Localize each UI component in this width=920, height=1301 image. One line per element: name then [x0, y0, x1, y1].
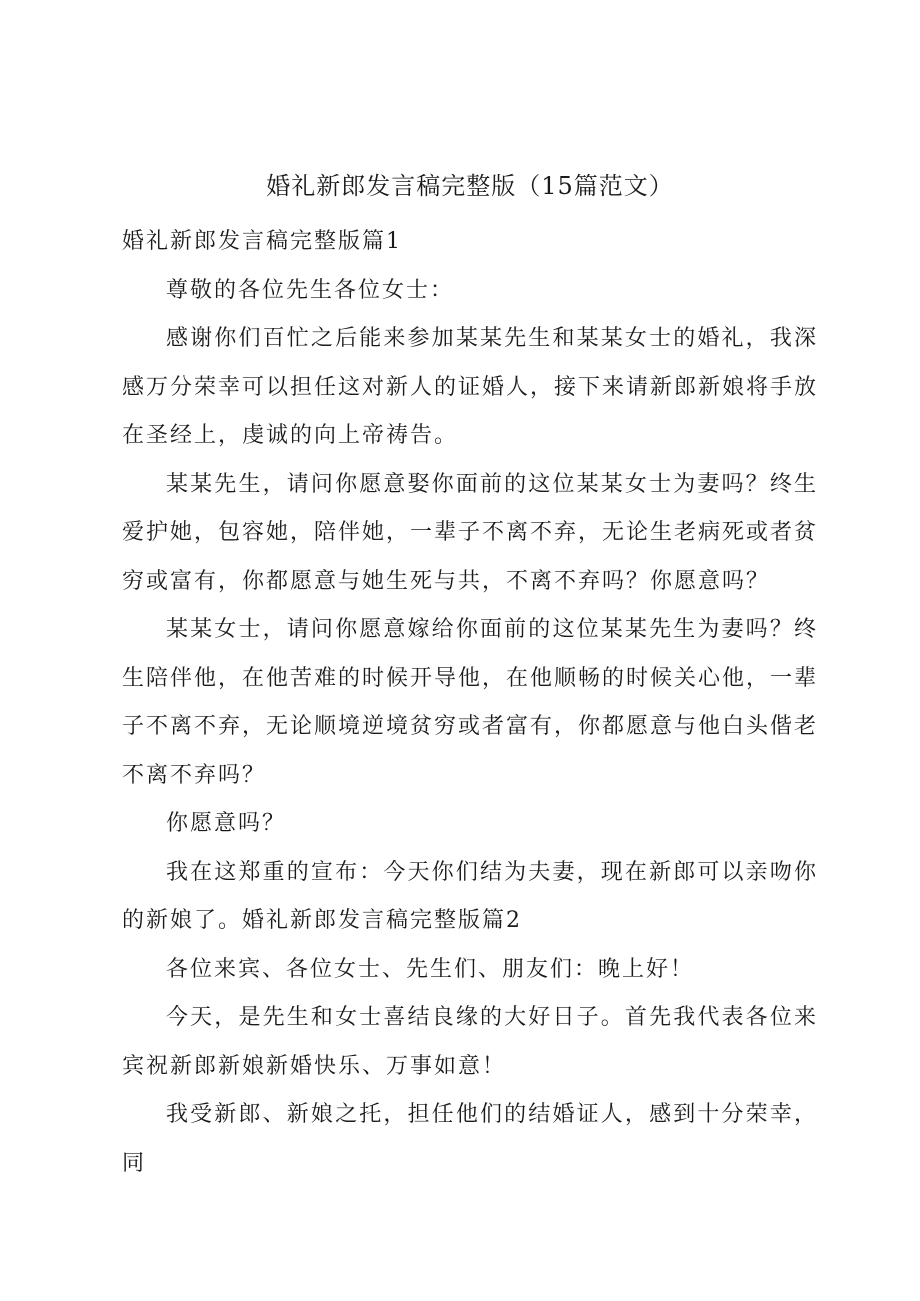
document-body: [122, 218, 818, 1188]
paragraph-question: 你愿意吗？: [166, 811, 287, 836]
paragraph-greeting: 各位来宾、各位女士、先生们、朋友们：晚上好！: [166, 956, 695, 982]
paragraph-salutation: 尊敬的各位先生各位女士：: [166, 277, 455, 303]
paragraph-groom-vow: 某某先生，请问你愿意娶你面前的这位某某女士为妻吗？终生爱护她，包容她，陪伴她，一辈子不离不弃，无论生老病死或者贫穷或富有，你都愿意与她生死与共，不离不弃吗？你愿意吗？: [122, 471, 819, 594]
paragraph-congratulations: 今天，是先生和女士喜结良缘的大好日子。首先我代表各位来宾祝新郎新娘新婚快乐、万事如意！: [122, 1005, 818, 1079]
paragraph-bride-vow: 某某女士，请问你愿意嫁给你面前的这位某某先生为妻吗？终生陪伴他，在他苦难的时候开导他，在他顺畅的时候关心他，一辈子不离不弃，无论顺境逆境贫穷或者富有，你都愿意与他白头偕老不离不弃吗？: [122, 617, 819, 788]
document-title: 婚礼新郎发言稿完整版（15篇范文）: [266, 172, 674, 200]
paragraph-thanks: 感谢你们百忙之后能来参加某某先生和某某女士的婚礼，我深感万分荣幸可以担任这对新人的证婚人，接下来请新郎新娘将手放在圣经上，虔诚的向上帝祷告。: [122, 326, 819, 448]
section-heading: 婚礼新郎发言稿完整版篇1: [122, 229, 402, 254]
paragraph-witness: 我受新郎、新娘之托，担任他们的结婚证人，感到十分荣幸，同: [122, 1102, 818, 1176]
paragraph-announcement: 我在这郑重的宣布：今天你们结为夫妻，现在新郎可以亲吻你的新娘了。婚礼新郎发言稿完整版篇2: [122, 859, 818, 933]
